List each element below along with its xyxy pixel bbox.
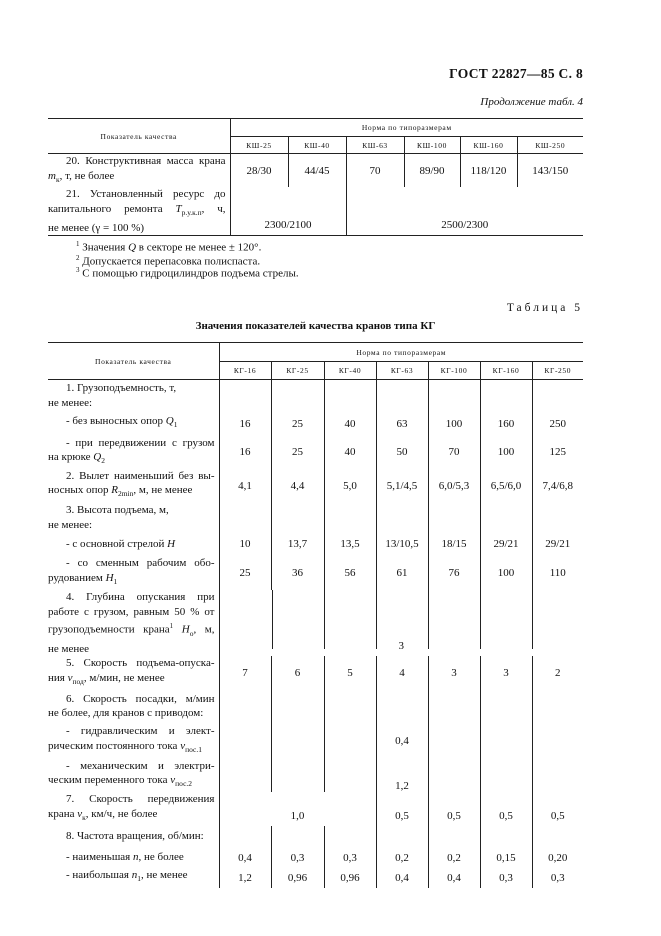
cell-value: 0,96 bbox=[271, 868, 324, 888]
row-label: 6. Скорость посадки, м/мин не более, для кранов с приводом: bbox=[48, 692, 215, 720]
row-label: 4. Глубина опускания при работе с грузом, равным 50 % от грузоподъемности крана$^1$ $H_о$, м, не менее bbox=[48, 591, 215, 655]
cell-value: 61 bbox=[376, 555, 428, 590]
table-5 bbox=[48, 342, 583, 888]
cell-value: 0,5 bbox=[428, 792, 480, 825]
size-header: КГ-16 bbox=[219, 362, 271, 380]
cell-value: 4,1 bbox=[219, 469, 271, 502]
table-row bbox=[48, 848, 583, 868]
footnote: $^3$ С помощью гидроцилиндров подъема стрелы. bbox=[76, 266, 299, 280]
cell-value: 160 bbox=[480, 412, 532, 436]
table-row bbox=[48, 380, 583, 412]
cell-value: 0,3 bbox=[324, 848, 376, 868]
cell-value: 29/21 bbox=[480, 533, 532, 555]
cell-value: 0,4 bbox=[219, 848, 271, 868]
size-header: КГ-25 bbox=[271, 362, 324, 380]
cell-value: 3 bbox=[480, 656, 532, 689]
table-4-continuation bbox=[48, 118, 583, 236]
cell-value: 10 bbox=[219, 533, 271, 555]
cell-value: 6,5/6,0 bbox=[480, 469, 532, 502]
row-label: 1. Грузоподъемность, т, не менее: bbox=[48, 382, 177, 409]
cell-value: 118/120 bbox=[460, 154, 517, 188]
cell-value: 18/15 bbox=[428, 533, 480, 555]
cell-value: 100 bbox=[428, 412, 480, 436]
cell-value: 143/150 bbox=[517, 154, 583, 188]
cell-value: 44/45 bbox=[288, 154, 346, 188]
cell-value: 5 bbox=[324, 656, 376, 689]
row-label: 21. Установленный ресурс до капитального ремонта $T_{р.у.к.п}$, ч, не менее (γ = 100 %) bbox=[48, 188, 226, 234]
cell-value: 0,4 bbox=[428, 868, 480, 888]
cell-value: 1,2 bbox=[376, 759, 428, 792]
cell-value: 2500/2300 bbox=[346, 187, 583, 235]
footnote-divider bbox=[48, 235, 104, 236]
cell-value: 29/21 bbox=[532, 533, 583, 555]
size-header: КГ-250 bbox=[532, 362, 583, 380]
cell-value: 13,7 bbox=[271, 533, 324, 555]
row-label: - наименьшая n, не более bbox=[66, 851, 184, 864]
size-header: КШ-40 bbox=[288, 137, 346, 154]
table-row bbox=[48, 412, 583, 436]
cell-value: 6 bbox=[271, 656, 324, 689]
cell-value: 0,2 bbox=[376, 848, 428, 868]
table-title: Значения показателей качества кранов типа КГ bbox=[195, 320, 436, 332]
cell-value: 76 bbox=[428, 555, 480, 590]
cell-value: 6,0/5,3 bbox=[428, 469, 480, 502]
cell-value: 5,0 bbox=[324, 469, 376, 502]
table-row bbox=[48, 656, 583, 689]
cell-value: 28/30 bbox=[230, 154, 288, 188]
table-row bbox=[48, 792, 583, 825]
size-header: КШ-250 bbox=[517, 137, 583, 154]
table-row bbox=[48, 436, 583, 469]
table-row bbox=[48, 723, 583, 759]
footnote: $^2$ Допускается перепасовка полиспаста. bbox=[76, 254, 261, 268]
cell-value: 0,4 bbox=[376, 868, 428, 888]
table-row bbox=[48, 469, 583, 502]
column-header-indicator: Показатель качества bbox=[48, 119, 230, 154]
column-header-norm: Норма по типоразмерам bbox=[230, 119, 583, 137]
table-row bbox=[48, 555, 583, 590]
cell-value: 0,15 bbox=[480, 848, 532, 868]
table-row bbox=[48, 826, 583, 848]
row-label: - гидравлическим и элект- рическим постоянного тока $v_{пос.1}$ bbox=[48, 725, 215, 754]
cell-value: 7,4/6,8 bbox=[532, 469, 583, 502]
cell-value: 0,20 bbox=[532, 848, 583, 868]
row-label: 7. Скорость передвижения крана $v_к$, км/ч, не более bbox=[48, 793, 215, 822]
cell-value: 0,3 bbox=[480, 868, 532, 888]
row-label: - без выносных опор $Q_1$ bbox=[66, 415, 178, 430]
row-label: - с основной стрелой H bbox=[66, 537, 176, 550]
row-label: - со сменным рабочим обо- рудованием $H_1$ bbox=[48, 557, 215, 586]
cell-value: 0,96 bbox=[324, 868, 376, 888]
table-caption: Таблица 5 bbox=[506, 302, 583, 314]
cell-value: 16 bbox=[219, 436, 271, 469]
cell-value: 0,3 bbox=[532, 868, 583, 888]
cell-value: 70 bbox=[428, 436, 480, 469]
cell-value: 0,3 bbox=[271, 848, 324, 868]
row-label: - механическим и электри- ческим переменного тока $v_{пос.2}$ bbox=[48, 759, 215, 789]
table-row bbox=[48, 154, 583, 188]
cell-value: 70 bbox=[346, 154, 404, 188]
cell-value: 4,4 bbox=[271, 469, 324, 502]
table-row bbox=[48, 533, 583, 555]
column-header-indicator: Показатель качества bbox=[48, 343, 219, 380]
cell-value: 125 bbox=[532, 436, 583, 469]
row-label: 3. Высота подъема, м, не менее: bbox=[48, 504, 169, 531]
row-label: 5. Скорость подъема-опуска- ния $v_{под}$, м/мин, не менее bbox=[48, 657, 215, 687]
row-label: 8. Частота вращения, об/мин: bbox=[66, 830, 204, 843]
footnote: $^1$ Значения Q в секторе не менее ± 120°. bbox=[76, 240, 262, 254]
size-header: КШ-100 bbox=[404, 137, 460, 154]
table-row bbox=[48, 502, 583, 533]
size-header: КГ-63 bbox=[376, 362, 428, 380]
size-header: КШ-25 bbox=[230, 137, 288, 154]
size-header: КШ-63 bbox=[346, 137, 404, 154]
size-header: КГ-160 bbox=[480, 362, 532, 380]
table-row bbox=[48, 868, 583, 888]
cell-value: 16 bbox=[219, 412, 271, 436]
cell-value: 1,0 bbox=[219, 792, 376, 825]
cell-value: 56 bbox=[324, 555, 376, 590]
cell-value: 7 bbox=[219, 656, 271, 689]
cell-value: 63 bbox=[376, 412, 428, 436]
cell-value: 25 bbox=[271, 436, 324, 469]
cell-value: 250 bbox=[532, 412, 583, 436]
table-continuation-label: Продолжение табл. 4 bbox=[480, 96, 583, 108]
table-row bbox=[48, 690, 583, 723]
cell-value: 0,5 bbox=[532, 792, 583, 825]
table-row bbox=[48, 590, 583, 656]
table-row bbox=[48, 759, 583, 792]
cell-value: 89/90 bbox=[404, 154, 460, 188]
row-label: 2. Вылет наименьший без вы- носных опор $R_{2min}$, м, не менее bbox=[48, 469, 215, 499]
cell-value: 2300/2100 bbox=[230, 187, 346, 235]
cell-value: 110 bbox=[532, 555, 583, 590]
cell-value: 2 bbox=[532, 656, 583, 689]
row-label: - при передвижении с грузом на крюке $Q_2$ bbox=[48, 436, 215, 466]
cell-value: 1,2 bbox=[219, 868, 271, 888]
table-row bbox=[48, 187, 583, 235]
cell-value: 100 bbox=[480, 555, 532, 590]
column-header-norm: Норма по типоразмерам bbox=[219, 343, 583, 362]
size-header: КГ-40 bbox=[324, 362, 376, 380]
cell-value: 3 bbox=[428, 656, 480, 689]
cell-value: 100 bbox=[480, 436, 532, 469]
cell-value: 40 bbox=[324, 412, 376, 436]
size-header: КШ-160 bbox=[460, 137, 517, 154]
page-header: ГОСТ 22827—85 С. 8 bbox=[449, 66, 583, 81]
cell-value: 0,5 bbox=[480, 792, 532, 825]
cell-value: 0,5 bbox=[376, 792, 428, 825]
cell-value: 50 bbox=[376, 436, 428, 469]
cell-value: 25 bbox=[219, 555, 271, 590]
merged-cell bbox=[219, 590, 583, 656]
cell-value: 3 bbox=[398, 640, 404, 653]
cell-value: 0,4 bbox=[376, 723, 428, 759]
cell-value: 0,2 bbox=[428, 848, 480, 868]
cell-value: 36 bbox=[271, 555, 324, 590]
cell-value: 13,5 bbox=[324, 533, 376, 555]
size-header: КГ-100 bbox=[428, 362, 480, 380]
cell-value: 40 bbox=[324, 436, 376, 469]
cell-value: 25 bbox=[271, 412, 324, 436]
cell-value: 4 bbox=[376, 656, 428, 689]
row-label: 20. Конструктивная масса крана $m_к$, т, не более bbox=[48, 155, 226, 184]
cell-value: 13/10,5 bbox=[376, 533, 428, 555]
row-label: - наибольшая $n_1$, не менее bbox=[66, 869, 188, 884]
cell-value: 5,1/4,5 bbox=[376, 469, 428, 502]
